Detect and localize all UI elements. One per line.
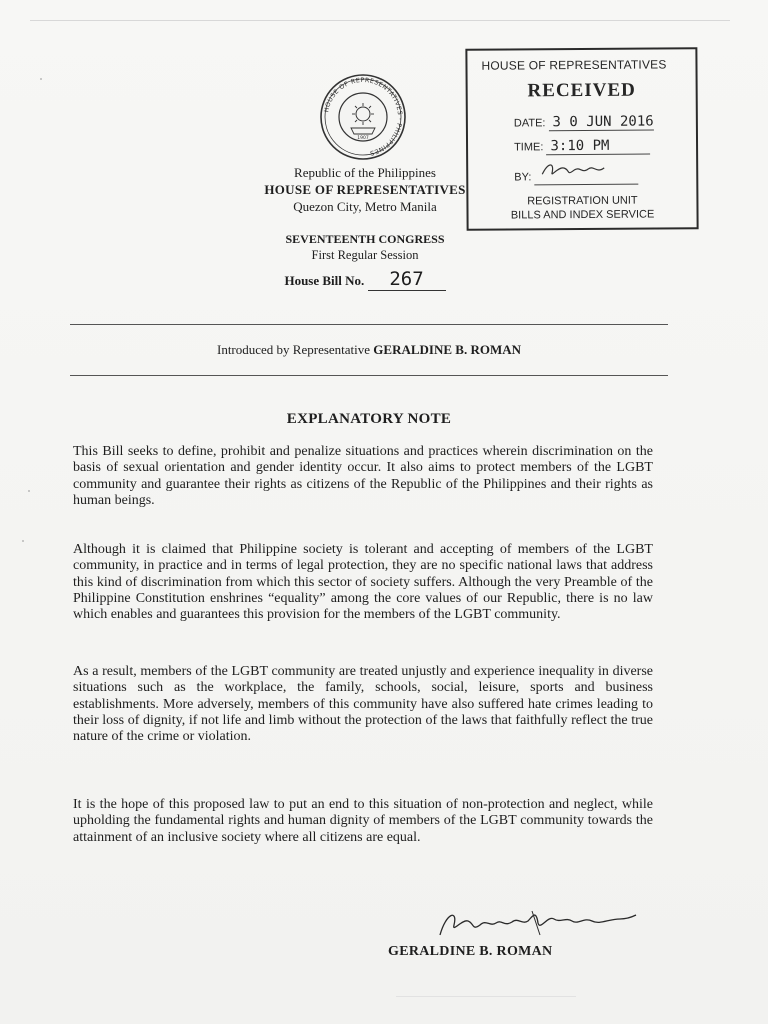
bill-label: House Bill No. <box>284 273 365 288</box>
note-paragraph-3: As a result, members of the LGBT community are treated unjustly and experience inequality in diverse situations such as the workplace, the family, schools, social, leisure, sports and business establishments. More adversely, members of this community have also suffered hate crimes leading to their loss of dignity, if not life and limb without the protection of the laws that faithfully reflect the true nature of the crime or violation. <box>73 664 653 745</box>
location-line: Quezon City, Metro Manila <box>293 199 437 214</box>
scan-speck <box>28 490 30 492</box>
stamp-time-label: TIME: <box>514 141 544 154</box>
stamp-title: HOUSE OF REPRESENTATIVES <box>481 57 667 73</box>
house-bill-number <box>200 268 530 291</box>
note-paragraph-4: It is the hope of this proposed law to put an end to this situation of non-protection and neglect, while upholding the fundamental rights and human dignity of members of the LGBT community towards the attainment of an inclusive society where all citizens are equal. <box>73 797 653 845</box>
introduced-prefix: Introduced by Representative <box>216 342 371 357</box>
stamp-date-label: DATE: <box>513 117 546 130</box>
scan-speck <box>40 78 42 80</box>
bill-number-value: 267 <box>368 268 446 291</box>
initials-signature-icon <box>538 160 608 180</box>
seal-year: 1907 <box>357 136 369 141</box>
congress-block <box>200 231 530 263</box>
stamp-received: RECEIVED <box>527 79 636 102</box>
congress-line: SEVENTEENTH CONGRESS <box>285 232 445 246</box>
divider-bottom <box>70 375 668 376</box>
divider-top <box>70 324 668 325</box>
stamp-date-value: 3 0 JUN 2016 <box>548 113 653 131</box>
stamp-time-row <box>514 138 651 156</box>
stamp-by-label: BY: <box>514 171 532 184</box>
seal-ring-text: HOUSE OF REPRESENTATIVES · PHILIPPINES <box>323 76 404 157</box>
handwritten-signature-icon <box>432 905 642 945</box>
stamp-time-value: 3:10 PM <box>546 138 650 156</box>
stamp-by-row <box>514 160 638 186</box>
scan-bottom-mark <box>396 996 576 997</box>
introducer-name: GERALDINE B. ROMAN <box>373 342 522 357</box>
stamp-unit-line2: BILLS AND INDEX SERVICE <box>510 208 655 222</box>
house-seal-icon <box>318 72 408 162</box>
house-line: HOUSE OF REPRESENTATIVES <box>264 182 466 197</box>
stamp-unit-line1: REGISTRATION UNIT <box>527 194 638 208</box>
stamp-unit <box>468 193 696 223</box>
republic-line: Republic of the Philippines <box>294 165 436 180</box>
introduced-by-line <box>70 342 668 358</box>
explanatory-note-title: EXPLANATORY NOTE <box>286 411 452 427</box>
scan-speck <box>22 540 24 542</box>
scan-edge-line <box>30 20 730 21</box>
signatory-name: GERALDINE B. ROMAN <box>388 944 553 959</box>
received-stamp <box>465 47 698 231</box>
stamp-by-initials <box>534 160 638 186</box>
note-paragraph-2: Although it is claimed that Philippine society is tolerant and accepting of members of the LGBT community, in practice and in terms of legal protection, they are no specific national laws that address this kind of discrimination from which this sector of society suffers. Although the very Preamble of the Philippine Constitution enshrines “equality” among the core values of our Republic, there is no law which enables and guarantees this provision for the members of the LGBT community. <box>73 542 653 623</box>
stamp-date-row <box>514 113 654 131</box>
session-line: First Regular Session <box>311 248 419 262</box>
note-paragraph-1: This Bill seeks to define, prohibit and penalize situations and practices wherein discrimination on the basis of sexual orientation and gender identity occur. It also aims to protect members of the LGBT community and guarantee their rights as citizens of the Republic of the Philippines and their rights as human beings. <box>73 444 653 508</box>
